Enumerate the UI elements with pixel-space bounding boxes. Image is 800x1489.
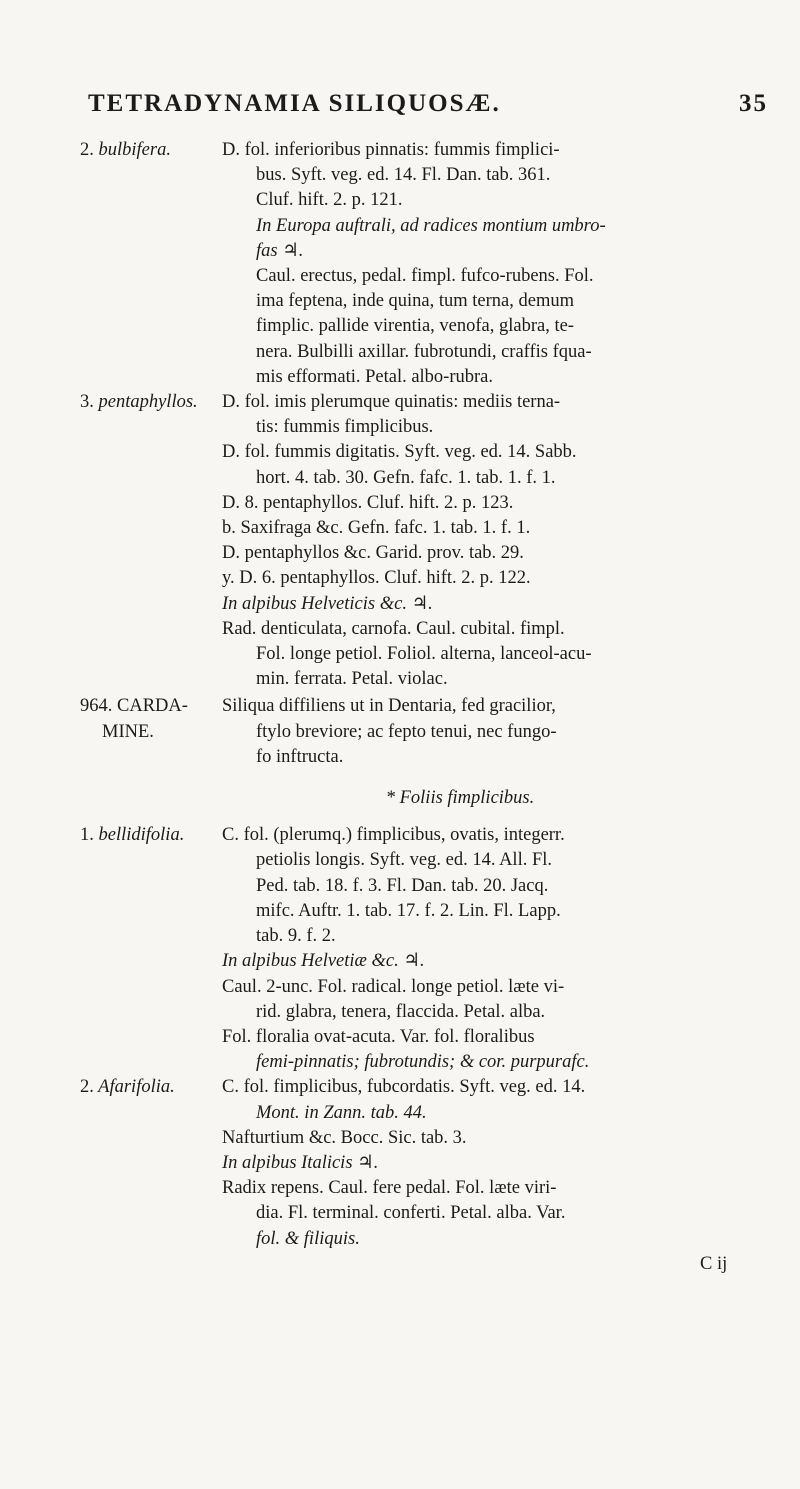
genus-name <box>80 694 188 744</box>
species-entry <box>80 1075 780 1251</box>
text-line: tis: fummis fimplicibus. <box>256 417 434 438</box>
text-line: fol. & filiquis. <box>256 1228 360 1249</box>
text-line: In alpibus Italicis ♃. <box>222 1152 379 1173</box>
text-line: D. 8. pentaphyllos. Cluf. hift. 2. p. 123. <box>222 492 514 513</box>
text-line: fas ♃. <box>256 240 304 261</box>
text-line: nera. Bulbilli axillar. fubrotundi, craffis fqua- <box>256 341 592 362</box>
species-epithet: pentaphyllos. <box>98 392 198 413</box>
species-entry <box>80 390 780 692</box>
section-heading: * Foliis fimplicibus. <box>385 788 535 809</box>
species-list-lower <box>80 823 780 1251</box>
text-line: petiolis longis. Syft. veg. ed. 14. All. Fl. <box>256 850 553 871</box>
text-line: In alpibus Helveticis &c. ♃. <box>222 593 433 614</box>
text-line: femi-pinnatis; fubrotundis; & cor. purpurafc. <box>256 1052 590 1073</box>
species-entry <box>80 823 780 1075</box>
text-line: Fol. longe petiol. Foliol. alterna, lanceol-acu- <box>256 644 592 665</box>
text-line: D. fol. inferioribus pinnatis: fummis fimplici- <box>222 140 560 160</box>
genus-number-name: 964. CARDA- <box>80 696 188 717</box>
text-line: In Europa auftrali, ad radices montium umbro- <box>256 215 606 236</box>
species-name <box>80 138 171 163</box>
text-line: C. fol. fimplicibus, fubcordatis. Syft. veg. ed. 14. <box>222 1077 586 1098</box>
text-line: tab. 9. f. 2. <box>256 926 336 947</box>
text-line: D. fol. imis plerumque quinatis: mediis terna- <box>222 392 561 413</box>
species-number: 3. <box>80 392 94 413</box>
text-line: In alpibus Helvetiæ &c. ♃. <box>222 951 425 972</box>
signature-mark: C ij <box>700 1253 728 1274</box>
species-epithet: Afarifolia. <box>98 1077 175 1098</box>
text-line: ftylo breviore; ac fepto tenui, nec fungo- <box>256 721 557 742</box>
species-epithet: bulbifera. <box>98 140 171 160</box>
text-line: Caul. 2-unc. Fol. radical. longe petiol. læte vi- <box>222 976 565 997</box>
species-epithet: bellidifolia. <box>98 825 185 846</box>
text-line: fo inftructa. <box>256 746 344 767</box>
text-line: Nafturtium &c. Bocc. Sic. tab. 3. <box>222 1127 467 1148</box>
text-line: bus. Syft. veg. ed. 14. Fl. Dan. tab. 361. <box>256 165 551 186</box>
genus-entry <box>80 694 780 770</box>
species-list-upper <box>80 138 780 692</box>
text-line: D. pentaphyllos &c. Garid. prov. tab. 29. <box>222 543 524 564</box>
text-line: D. fol. fummis digitatis. Syft. veg. ed. 14. Sabb. <box>222 442 577 463</box>
text-line: hort. 4. tab. 30. Gefn. fafc. 1. tab. 1. f. 1. <box>256 467 556 488</box>
page-header <box>88 90 768 130</box>
text-line: y. D. 6. pentaphyllos. Cluf. hift. 2. p. 122. <box>222 568 531 589</box>
species-number: 2. <box>80 1077 94 1098</box>
page-number: 35 <box>739 90 768 117</box>
species-name <box>80 1075 175 1100</box>
text-line: Ped. tab. 18. f. 3. Fl. Dan. tab. 20. Jacq. <box>256 875 549 896</box>
species-number: 1. <box>80 825 94 846</box>
text-line: Caul. erectus, pedal. fimpl. fufco-rubens. Fol. <box>256 266 594 287</box>
text-line: C. fol. (plerumq.) fimplicibus, ovatis, integerr. <box>222 825 565 846</box>
species-number: 2. <box>80 140 94 160</box>
text-line: Radix repens. Caul. fere pedal. Fol. læte viri- <box>222 1178 557 1199</box>
text-line: dia. Fl. terminal. conferti. Petal. alba. Var. <box>256 1203 566 1224</box>
species-entry <box>80 138 780 390</box>
text-line: rid. glabra, tenera, flaccida. Petal. alba. <box>256 1001 546 1022</box>
running-title: TETRADYNAMIA SILIQUOSÆ. <box>88 90 501 117</box>
text-line: Mont. in Zann. tab. 44. <box>256 1102 427 1123</box>
text-line: fimplic. pallide virentia, venofa, glabra, te- <box>256 316 574 337</box>
page-body <box>80 138 780 1278</box>
text-line: mifc. Auftr. 1. tab. 17. f. 2. Lin. Fl. Lapp. <box>256 900 561 921</box>
species-name <box>80 823 184 848</box>
species-name <box>80 390 198 415</box>
genus-description <box>222 694 780 770</box>
signature-row <box>80 1252 780 1278</box>
genus-name-cont: MINE. <box>102 721 154 742</box>
text-line: Siliqua diffiliens ut in Dentaria, fed gracilior, <box>222 696 556 717</box>
text-line: mis efformati. Petal. albo-rubra. <box>256 366 494 387</box>
text-line: Cluf. hift. 2. p. 121. <box>256 190 403 211</box>
text-line: ima feptena, inde quina, tum terna, demum <box>256 291 574 312</box>
text-line: b. Saxifraga &c. Gefn. fafc. 1. tab. 1. f. 1. <box>222 518 531 539</box>
text-line: Rad. denticulata, carnofa. Caul. cubital. fimpl. <box>222 618 565 639</box>
text-line: min. ferrata. Petal. violac. <box>256 669 448 690</box>
text-line: Fol. floralia ovat-acuta. Var. fol. floralibus <box>222 1026 535 1047</box>
